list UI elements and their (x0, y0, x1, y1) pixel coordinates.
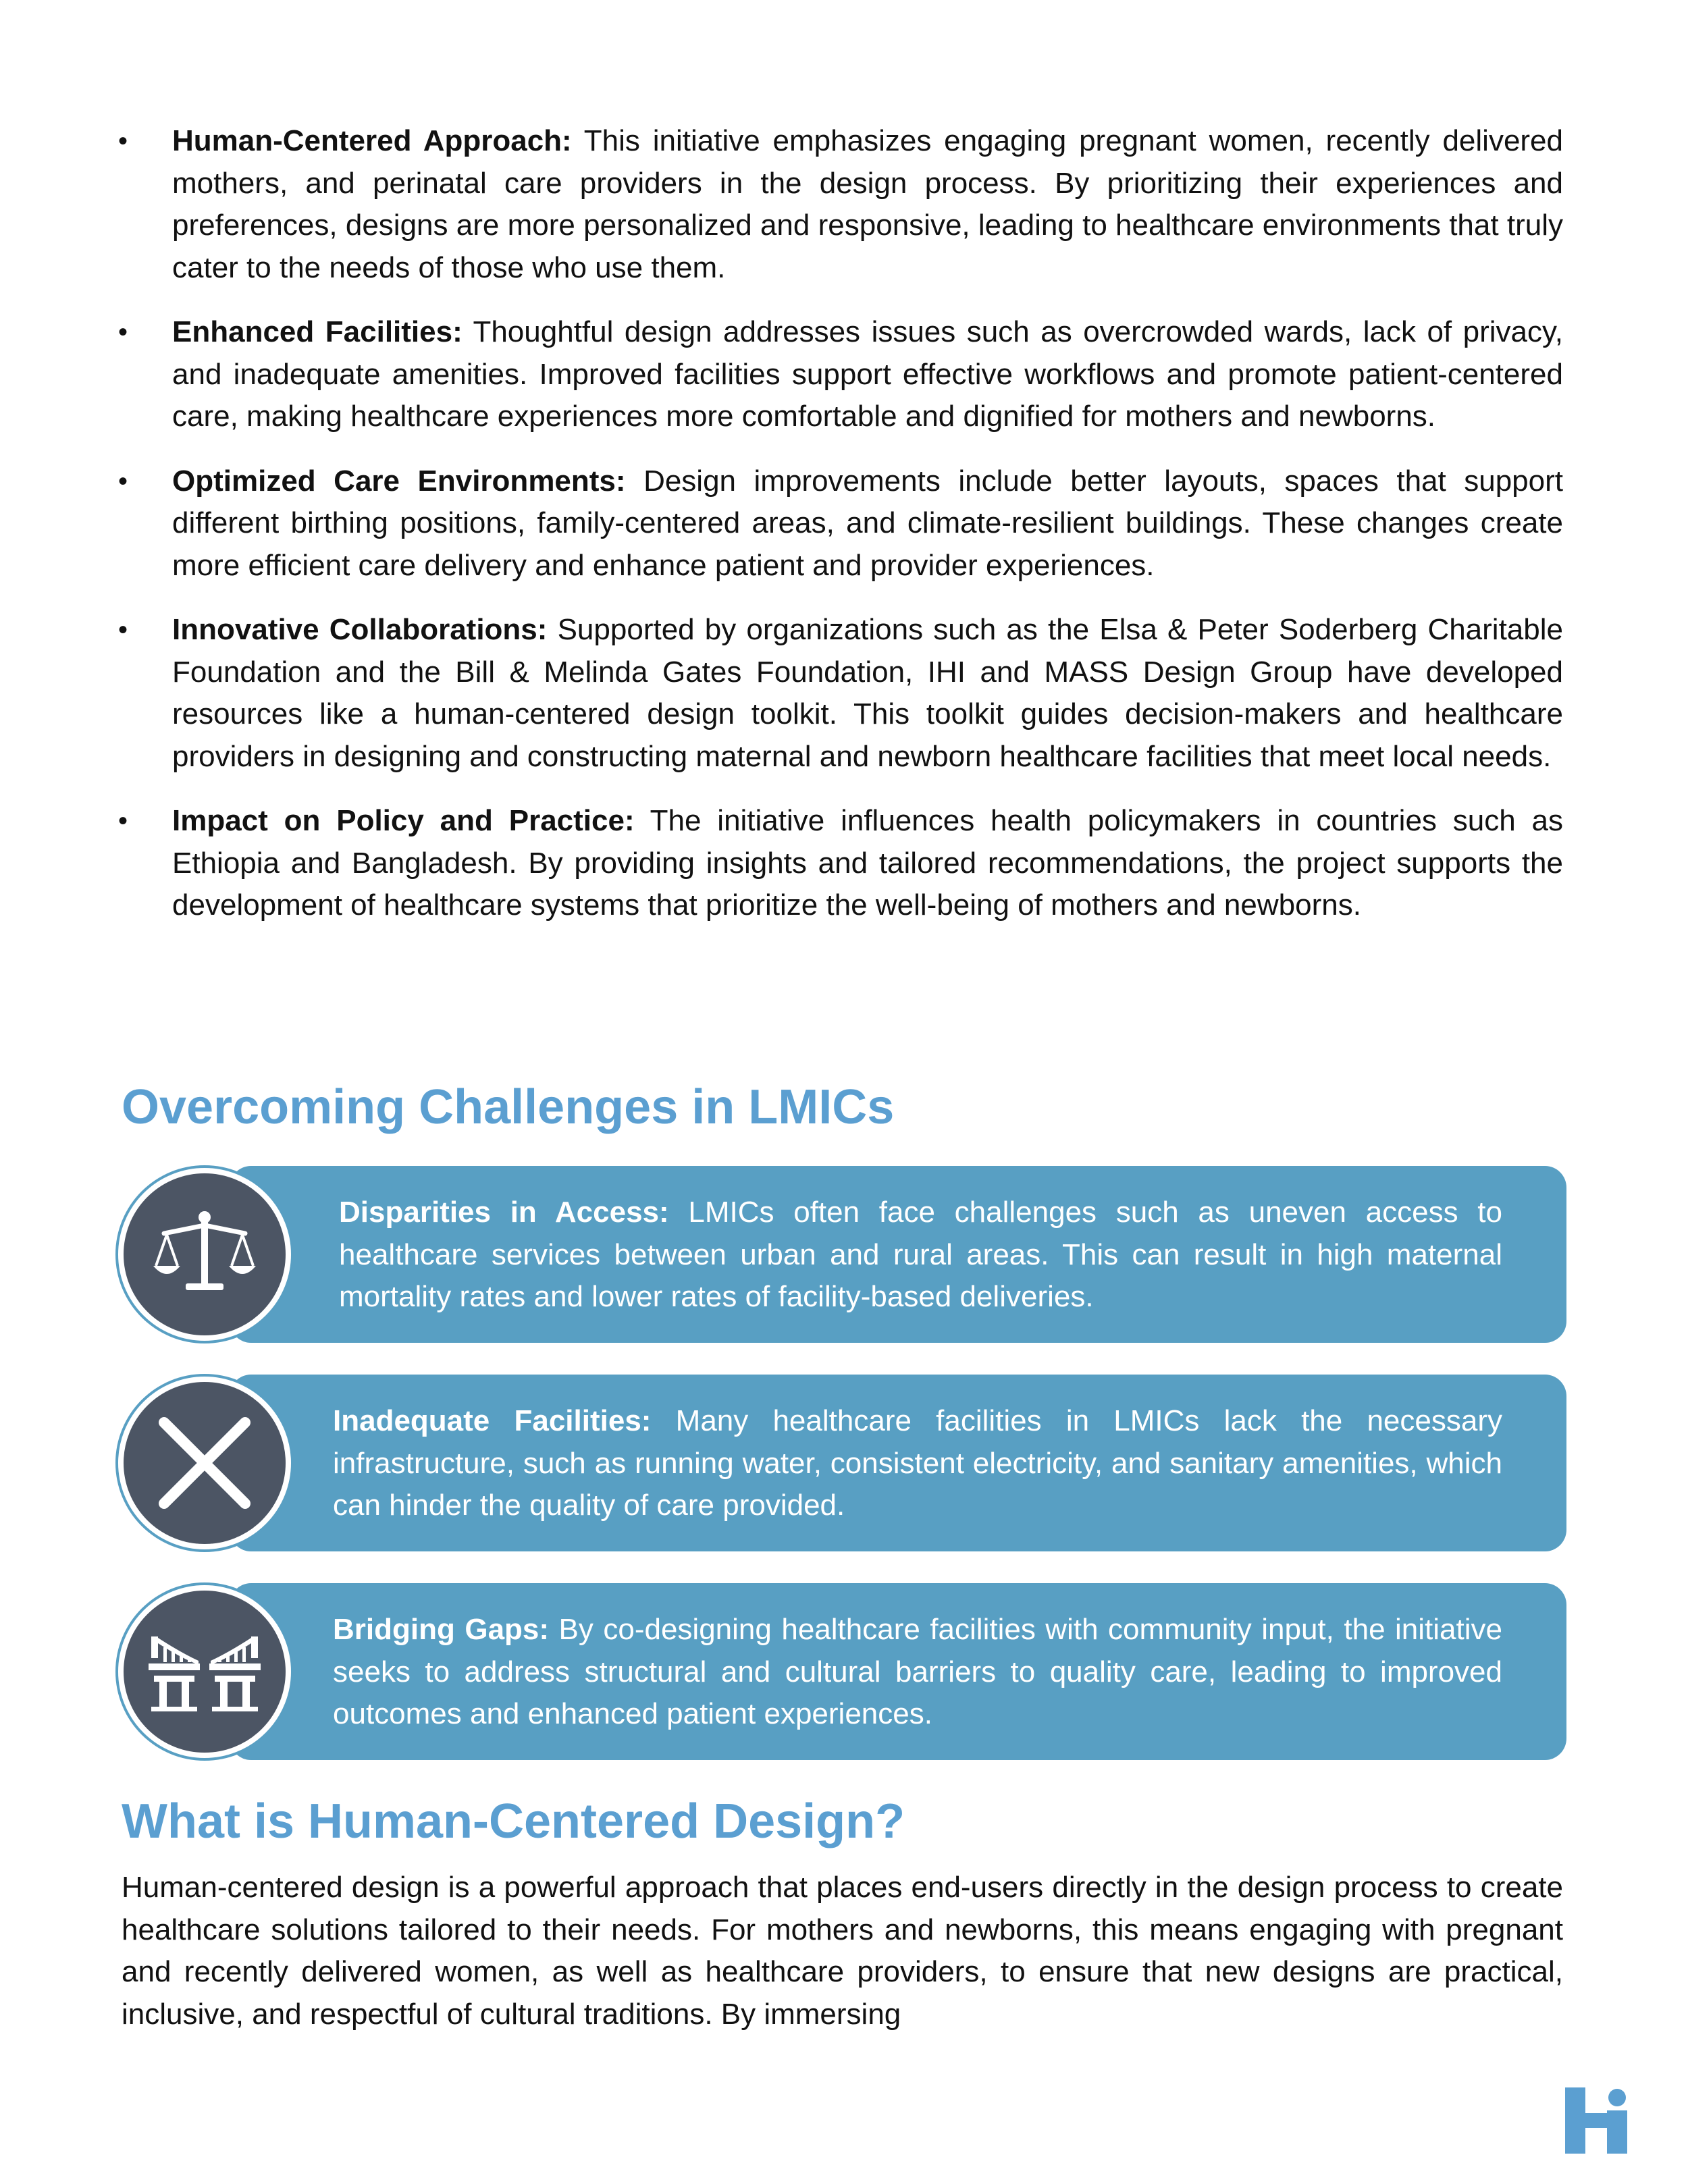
card-body: By co-designing healthcare facilities with community input, the initiative seeks to address structural and cultural barriers to quality care, leading to improved outcomes and enhanced patient experiences. (333, 1613, 1502, 1730)
challenge-card-inadequate-facilities (118, 1375, 1566, 1551)
challenges-heading: Overcoming Challenges in LMICs (122, 1080, 895, 1134)
card-body: LMICs often face challenges such as uneven access to healthcare services between urban and rural areas. This can result in high maternal mortality rates and lower rates of facility-based deliveries. (339, 1196, 1503, 1313)
bullet-optimized-care-environments (118, 460, 1563, 587)
card-body: Many healthcare facilities in LMICs lack the necessary infrastructure, such as running water, consistent electricity, and sanitary amenities, which can hinder the quality of care provided. (333, 1404, 1502, 1522)
challenge-card-bridging-gaps (118, 1583, 1566, 1760)
bullet-text: Design improvements include better layouts, spaces that support different birthing positions, family-centered areas, and climate-resilient buildings. These changes create more efficient care delivery and enhance patient and provider experiences. (172, 464, 1563, 582)
hcd-heading: What is Human-Centered Design? (122, 1794, 905, 1848)
bullet-title: Impact on Policy and Practice: (172, 804, 635, 837)
bullet-human-centered-approach (118, 120, 1563, 289)
bridge-icon (118, 1585, 291, 1758)
bullet-title: Enhanced Facilities: (172, 315, 463, 348)
card-text (333, 1609, 1502, 1736)
card-text (333, 1400, 1502, 1527)
bullet-text: Thoughtful design addresses issues such as overcrowded wards, lack of privacy, and inadequate amenities. Improved facilities support effective workflows and promote patient-centered care, making healthcare experiences more comfortable and dignified for mothers and newborns. (172, 315, 1563, 433)
bullet-title: Human-Centered Approach: (172, 124, 572, 157)
bullet-title: Optimized Care Environments: (172, 464, 626, 498)
card-title: Disparities in Access: (339, 1196, 669, 1229)
bullet-enhanced-facilities (118, 311, 1563, 438)
card-text (339, 1192, 1502, 1319)
card-title: Inadequate Facilities: (333, 1404, 652, 1437)
ihi-logo (1565, 2087, 1633, 2154)
bullet-text: Supported by organizations such as the Elsa & Peter Soderberg Charitable Foundation and the Bill & Melinda Gates Foundation, IHI and MASS Design Group have developed resources like a human-centered design toolkit. This toolkit guides decision-makers and healthcare providers in designing and constructing maternal and newborn healthcare facilities that meet local needs. (172, 613, 1563, 773)
scales-icon (118, 1168, 291, 1341)
bullet-innovative-collaborations (118, 609, 1563, 778)
challenge-card-disparities (118, 1166, 1566, 1343)
bullet-impact-on-policy (118, 800, 1563, 927)
card-title: Bridging Gaps: (333, 1613, 550, 1646)
bullet-text: The initiative influences health policymakers in countries such as Ethiopia and Bangladesh. By providing insights and tailored recommendations, the project supports the development of healthcare systems that prioritize the well-being of mothers and newborns. (172, 804, 1563, 922)
key-points-list (118, 120, 1563, 949)
hcd-paragraph: Human-centered design is a powerful approach that places end-users directly in the design process to create healthcare solutions tailored to their needs. For mothers and newborns, this means engaging with pregnant and recently delivered women, as well as healthcare providers, to ensure that new designs are practical, inclusive, and respectful of cultural traditions. By immersing (122, 1871, 1563, 2031)
bullet-title: Innovative Collaborations: (172, 613, 548, 646)
x-icon (118, 1377, 291, 1549)
bullet-text: This initiative emphasizes engaging pregnant women, recently delivered mothers, and perinatal care providers in the design process. By prioritizing their experiences and preferences, designs are more personalized and responsive, leading to healthcare environments that truly cater to the needs of those who use them. (172, 124, 1564, 284)
